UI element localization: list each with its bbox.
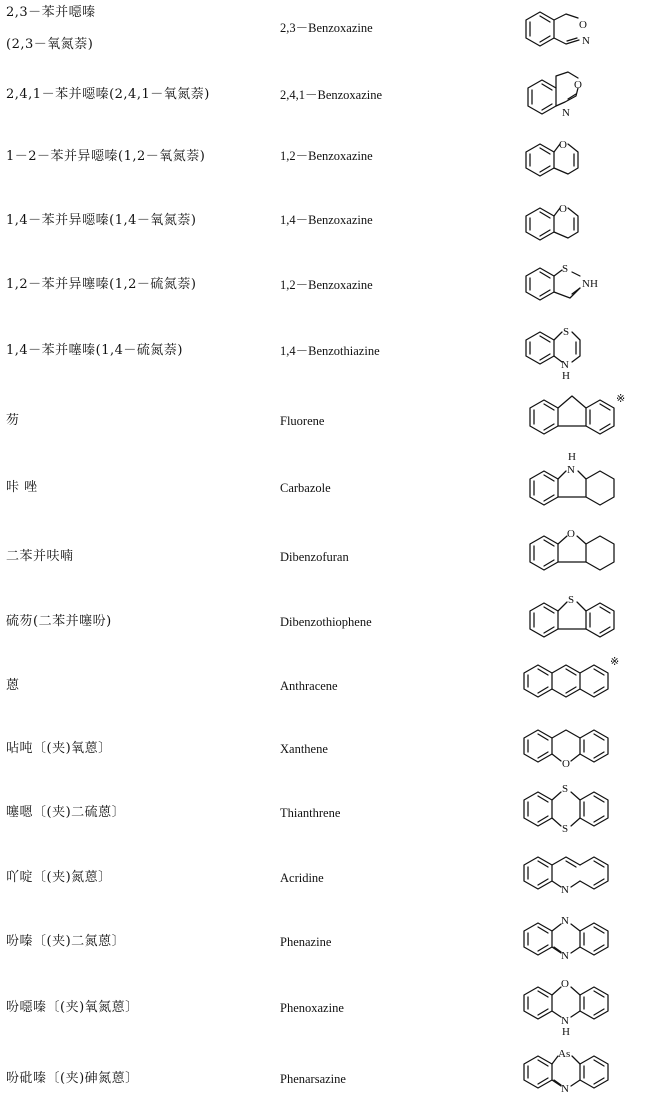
structure-phenazine bbox=[510, 907, 648, 969]
structure-2-3-benzoxazine bbox=[510, 6, 620, 58]
atom-label: N bbox=[561, 359, 569, 371]
atom-label: O bbox=[567, 528, 575, 540]
structure-1-4-benzothiazine bbox=[510, 320, 620, 382]
chinese-name-line2: (2,3－氧氮萘) bbox=[6, 37, 94, 52]
atom-label: N bbox=[561, 950, 569, 962]
atom-label: N bbox=[567, 464, 575, 476]
chinese-name: 吖啶〔(夹)氮蒽〕 bbox=[6, 870, 112, 885]
structure-dibenzothiophene bbox=[510, 587, 648, 647]
english-name: Phenazine bbox=[280, 935, 332, 949]
english-name: Phenarsazine bbox=[280, 1072, 346, 1086]
english-name: Acridine bbox=[280, 871, 324, 885]
chinese-name: 咔 唑 bbox=[6, 480, 38, 495]
asterisk-mark: ※ bbox=[616, 393, 626, 405]
structure-acridine bbox=[510, 843, 648, 901]
chinese-name: 1,4－苯并异噁嗪(1,4－氧氮萘) bbox=[6, 213, 197, 228]
chinese-name bbox=[6, 2, 96, 56]
atom-label: O bbox=[559, 139, 567, 151]
atom-label: N bbox=[562, 107, 570, 119]
chinese-name: 1,4－苯并噻嗪(1,4－硫氮萘) bbox=[6, 343, 183, 358]
chinese-name: 呫吨〔(夹)氧蒽〕 bbox=[6, 741, 112, 756]
atom-label: N bbox=[561, 1015, 569, 1027]
atom-label: O bbox=[559, 203, 567, 215]
chinese-name: 2,4,1－苯并噁嗪(2,4,1－氧氮萘) bbox=[6, 87, 210, 102]
atom-label: H bbox=[568, 451, 576, 463]
english-name: 1,4－Benzoxazine bbox=[280, 213, 373, 227]
atom-label: NH bbox=[582, 278, 598, 290]
english-name: Phenoxazine bbox=[280, 1001, 344, 1015]
atom-label: S bbox=[563, 326, 570, 338]
atom-label: N bbox=[561, 915, 569, 927]
structure-1-2-benzothiazine bbox=[510, 254, 630, 310]
chinese-name: 1,2－苯并异噻嗪(1,2－硫氮萘) bbox=[6, 277, 197, 292]
chinese-name: 芴 bbox=[6, 413, 20, 428]
structure-fluorene bbox=[510, 386, 648, 446]
structure-dibenzofuran bbox=[510, 522, 648, 582]
english-name: 1,2－Benzoxazine bbox=[280, 278, 373, 292]
structure-xanthene bbox=[510, 716, 648, 778]
atom-label: S bbox=[562, 783, 569, 795]
chinese-name-line1: 2,3－苯并噁嗪 bbox=[6, 5, 96, 20]
english-name: 1,2－Benzoxazine bbox=[280, 149, 373, 163]
atom-label: S bbox=[568, 594, 575, 606]
english-name: Carbazole bbox=[280, 481, 331, 495]
atom-label: O bbox=[574, 79, 582, 91]
atom-label: As bbox=[558, 1048, 571, 1060]
english-name: Fluorene bbox=[280, 414, 325, 428]
structure-2-4-1-benzoxazine bbox=[510, 66, 620, 126]
atom-label: N bbox=[561, 1083, 569, 1095]
english-name: Thianthrene bbox=[280, 806, 341, 820]
structure-1-2-benzoxazine bbox=[510, 124, 620, 184]
asterisk-mark: ※ bbox=[610, 656, 620, 668]
chinese-name: 二苯并呋喃 bbox=[6, 549, 74, 564]
english-name: Anthracene bbox=[280, 679, 338, 693]
structure-1-4-benzoxazine bbox=[510, 188, 620, 248]
english-name: 1,4－Benzothiazine bbox=[280, 344, 380, 358]
atom-label: O bbox=[579, 19, 587, 31]
chinese-name: 吩噁嗪〔(夹)氧氮蒽〕 bbox=[6, 1000, 139, 1015]
english-name: Dibenzothiophene bbox=[280, 615, 372, 629]
chinese-name: 吩嗪〔(夹)二氮蒽〕 bbox=[6, 934, 126, 949]
english-name: Xanthene bbox=[280, 742, 328, 756]
structure-phenarsazine bbox=[510, 1044, 648, 1100]
atom-label: H bbox=[562, 370, 570, 382]
atom-label: O bbox=[562, 758, 570, 770]
chinese-name: 蒽 bbox=[6, 678, 20, 693]
english-name: Dibenzofuran bbox=[280, 550, 349, 564]
structure-anthracene bbox=[510, 651, 648, 709]
atom-label: N bbox=[561, 884, 569, 896]
english-name: 2,3－Benzoxazine bbox=[280, 21, 373, 35]
atom-label: S bbox=[562, 823, 569, 835]
chinese-name: 硫芴(二苯并噻吩) bbox=[6, 614, 112, 629]
atom-label: H bbox=[562, 1026, 570, 1038]
atom-label: O bbox=[561, 978, 569, 990]
structure-phenoxazine bbox=[510, 973, 648, 1039]
chinese-name: 噻嗯〔(夹)二硫蒽〕 bbox=[6, 805, 126, 820]
atom-label: S bbox=[562, 263, 569, 275]
structure-carbazole bbox=[510, 451, 648, 517]
structure-thianthrene bbox=[510, 778, 648, 840]
chinese-name: 吩砒嗪〔(夹)砷氮蒽〕 bbox=[6, 1071, 139, 1086]
chinese-name: 1－2－苯并异噁嗪(1,2－氧氮萘) bbox=[6, 149, 206, 164]
atom-label: N bbox=[582, 35, 590, 47]
english-name: 2,4,1－Benzoxazine bbox=[280, 88, 383, 102]
